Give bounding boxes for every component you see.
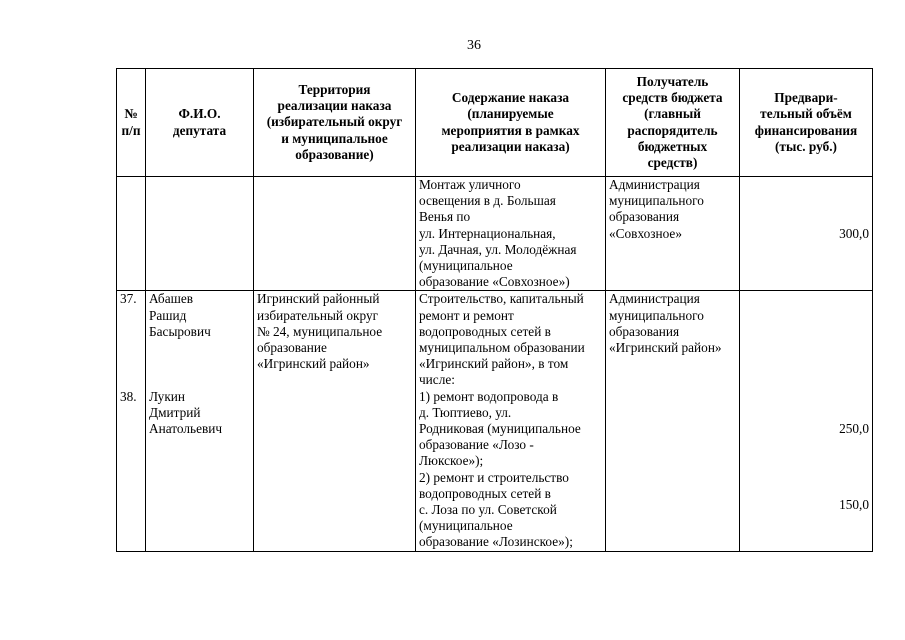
header-order-content: Содержание наказа (планируемые мероприятия в рамках реализации наказа) [416, 69, 606, 177]
amount-value: 250,0 [839, 421, 869, 437]
header-number: № п/п [117, 69, 146, 177]
cell-territory-empty [254, 177, 416, 291]
header-territory: Территория реализации наказа (избирательный округ и муниципальное образование) [254, 69, 416, 177]
cell-name-empty [146, 177, 254, 291]
header-funding-amount: Предвари- тельный объём финансирования (тыс. руб.) [740, 69, 873, 177]
cell-amount [740, 177, 873, 291]
row-number: 37. [120, 291, 137, 307]
header-budget-recipient: Получатель средств бюджета (главный распорядитель бюджетных средств) [606, 69, 740, 177]
deputy-name: Лукин Дмитрий Анатольевич [149, 389, 223, 437]
cell-territory: Игринский районный избирательный округ № 24, муниципальное образование «Игринский район» [254, 291, 416, 551]
orders-table [116, 68, 873, 552]
cell-amounts [740, 291, 873, 551]
amount-value: 150,0 [839, 496, 869, 512]
cell-deputy-names [146, 291, 254, 551]
table-row [117, 291, 873, 551]
header-deputy-name: Ф.И.О. депутата [146, 69, 254, 177]
cell-budget-recipient: Администрация муниципального образования «Игринский район» [606, 291, 740, 551]
row-number: 38. [120, 388, 137, 404]
cell-budget-recipient: Администрация муниципального образования «Совхозное» [606, 177, 740, 291]
amount-value: 300,0 [839, 226, 869, 241]
cell-number-empty [117, 177, 146, 291]
page-number: 36 [467, 38, 481, 53]
header-row [117, 69, 873, 177]
cell-order-content: Строительство, капитальный ремонт и ремонт водопроводных сетей в муниципальном образовании «Игринский район», в том числе: 1) ремонт водопровода в д. Тюптиево, ул. Родниковая (муниципальное образование «Лозо - Люкское»); 2) ремонт и строительство водопроводных сетей в с. Лоза по ул. Советской (муниципальное образование «Лозинское»); [416, 291, 606, 551]
table-row [117, 177, 873, 291]
cell-numbers [117, 291, 146, 551]
deputy-name: Абашев Рашид Басырович [149, 291, 211, 339]
cell-order-content: Монтаж уличного освещения в д. Большая Венья по ул. Интернациональная, ул. Дачная, ул. Молодёжная (муниципальное образование «Совхозное») [416, 177, 606, 291]
